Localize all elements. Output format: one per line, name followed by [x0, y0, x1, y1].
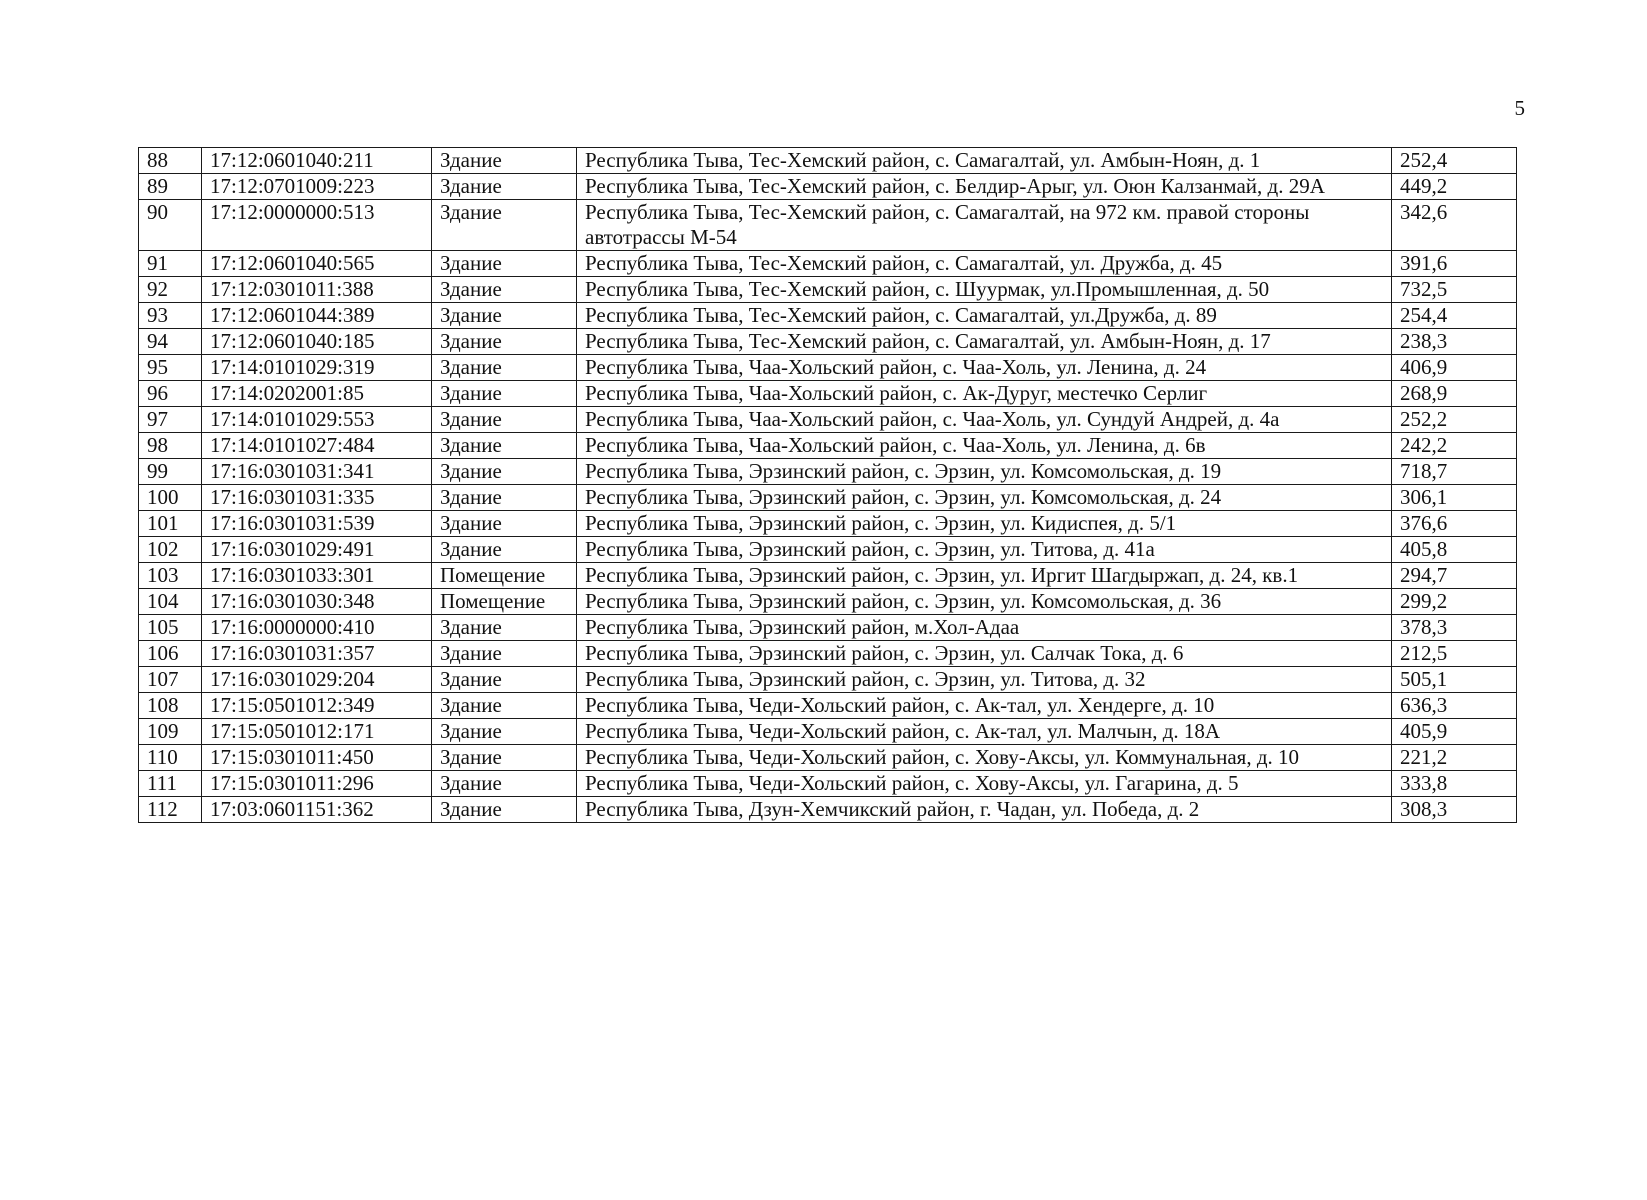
table-row [139, 615, 1517, 641]
row-number-cell: 89 [139, 174, 202, 200]
area-cell: 252,2 [1392, 407, 1517, 433]
object-type-cell: Здание [432, 355, 577, 381]
cadastral-number-cell: 17:14:0202001:85 [202, 381, 432, 407]
area-cell: 299,2 [1392, 589, 1517, 615]
row-number-cell: 93 [139, 303, 202, 329]
cadastral-number-cell: 17:15:0501012:171 [202, 719, 432, 745]
area-cell: 391,6 [1392, 251, 1517, 277]
area-cell: 294,7 [1392, 563, 1517, 589]
object-type-cell: Здание [432, 407, 577, 433]
row-number-cell: 112 [139, 797, 202, 823]
address-cell: Республика Тыва, Эрзинский район, с. Эрзин, ул. Титова, д. 41а [577, 537, 1392, 563]
row-number-cell: 90 [139, 200, 202, 251]
area-cell: 376,6 [1392, 511, 1517, 537]
row-number-cell: 109 [139, 719, 202, 745]
table-row [139, 148, 1517, 174]
area-cell: 636,3 [1392, 693, 1517, 719]
object-type-cell: Здание [432, 148, 577, 174]
cadastral-number-cell: 17:15:0301011:450 [202, 745, 432, 771]
address-cell: Республика Тыва, Тес-Хемский район, с. Самагалтай, на 972 км. правой стороны автотрассы М-54 [577, 200, 1392, 251]
object-type-cell: Здание [432, 251, 577, 277]
object-type-cell: Помещение [432, 589, 577, 615]
area-cell: 505,1 [1392, 667, 1517, 693]
cadastral-number-cell: 17:16:0301031:335 [202, 485, 432, 511]
object-type-cell: Здание [432, 615, 577, 641]
cadastral-number-cell: 17:16:0301031:539 [202, 511, 432, 537]
object-type-cell: Здание [432, 797, 577, 823]
row-number-cell: 106 [139, 641, 202, 667]
address-cell: Республика Тыва, Дзун-Хемчикский район, г. Чадан, ул. Победа, д. 2 [577, 797, 1392, 823]
address-cell: Республика Тыва, Эрзинский район, с. Эрзин, ул. Салчак Тока, д. 6 [577, 641, 1392, 667]
cadastral-number-cell: 17:16:0301029:204 [202, 667, 432, 693]
cadastral-number-cell: 17:12:0601040:185 [202, 329, 432, 355]
table-row [139, 693, 1517, 719]
row-number-cell: 105 [139, 615, 202, 641]
row-number-cell: 91 [139, 251, 202, 277]
row-number-cell: 95 [139, 355, 202, 381]
object-type-cell: Здание [432, 693, 577, 719]
address-cell: Республика Тыва, Тес-Хемский район, с. Самагалтай, ул. Дружба, д. 45 [577, 251, 1392, 277]
object-type-cell: Здание [432, 771, 577, 797]
row-number-cell: 107 [139, 667, 202, 693]
address-cell: Республика Тыва, Эрзинский район, с. Эрзин, ул. Комсомольская, д. 24 [577, 485, 1392, 511]
area-cell: 254,4 [1392, 303, 1517, 329]
object-type-cell: Здание [432, 667, 577, 693]
table-row [139, 719, 1517, 745]
table-row [139, 537, 1517, 563]
area-cell: 333,8 [1392, 771, 1517, 797]
table-row [139, 485, 1517, 511]
cadastral-number-cell: 17:12:0701009:223 [202, 174, 432, 200]
cadastral-number-cell: 17:15:0301011:296 [202, 771, 432, 797]
address-cell: Республика Тыва, Эрзинский район, с. Эрзин, ул. Титова, д. 32 [577, 667, 1392, 693]
table-row [139, 303, 1517, 329]
table-row [139, 797, 1517, 823]
object-type-cell: Здание [432, 200, 577, 251]
cadastral-number-cell: 17:03:0601151:362 [202, 797, 432, 823]
table-row [139, 433, 1517, 459]
cadastral-number-cell: 17:12:0601040:565 [202, 251, 432, 277]
row-number-cell: 92 [139, 277, 202, 303]
cadastral-number-cell: 17:14:0101029:319 [202, 355, 432, 381]
area-cell: 242,2 [1392, 433, 1517, 459]
address-cell: Республика Тыва, Чеди-Хольский район, с. Ак-тал, ул. Хендерге, д. 10 [577, 693, 1392, 719]
row-number-cell: 104 [139, 589, 202, 615]
object-type-cell: Здание [432, 174, 577, 200]
area-cell: 406,9 [1392, 355, 1517, 381]
cadastral-number-cell: 17:16:0301030:348 [202, 589, 432, 615]
address-cell: Республика Тыва, Тес-Хемский район, с. Самагалтай, ул. Амбын-Ноян, д. 17 [577, 329, 1392, 355]
area-cell: 306,1 [1392, 485, 1517, 511]
row-number-cell: 88 [139, 148, 202, 174]
address-cell: Республика Тыва, Тес-Хемский район, с. Самагалтай, ул. Амбын-Ноян, д. 1 [577, 148, 1392, 174]
property-table [138, 147, 1517, 823]
table-row [139, 589, 1517, 615]
table-row [139, 459, 1517, 485]
row-number-cell: 101 [139, 511, 202, 537]
area-cell: 221,2 [1392, 745, 1517, 771]
table-row [139, 355, 1517, 381]
area-cell: 238,3 [1392, 329, 1517, 355]
object-type-cell: Здание [432, 277, 577, 303]
area-cell: 732,5 [1392, 277, 1517, 303]
cadastral-number-cell: 17:12:0601040:211 [202, 148, 432, 174]
address-cell: Республика Тыва, Тес-Хемский район, с. Самагалтай, ул.Дружба, д. 89 [577, 303, 1392, 329]
area-cell: 212,5 [1392, 641, 1517, 667]
address-cell: Республика Тыва, Эрзинский район, с. Эрзин, ул. Кидиспея, д. 5/1 [577, 511, 1392, 537]
address-cell: Республика Тыва, Тес-Хемский район, с. Белдир-Арыг, ул. Оюн Калзанмай, д. 29А [577, 174, 1392, 200]
table-row [139, 511, 1517, 537]
page-number: 5 [1514, 96, 1525, 120]
area-cell: 718,7 [1392, 459, 1517, 485]
address-cell: Республика Тыва, Чеди-Хольский район, с. Хову-Аксы, ул. Гагарина, д. 5 [577, 771, 1392, 797]
cadastral-number-cell: 17:16:0301029:491 [202, 537, 432, 563]
area-cell: 449,2 [1392, 174, 1517, 200]
property-table-body [139, 148, 1517, 823]
cadastral-number-cell: 17:14:0101029:553 [202, 407, 432, 433]
address-cell: Республика Тыва, Чаа-Хольский район, с. Чаа-Холь, ул. Ленина, д. 6в [577, 433, 1392, 459]
table-row [139, 641, 1517, 667]
row-number-cell: 102 [139, 537, 202, 563]
cadastral-number-cell: 17:14:0101027:484 [202, 433, 432, 459]
table-row [139, 251, 1517, 277]
object-type-cell: Здание [432, 485, 577, 511]
address-cell: Республика Тыва, Эрзинский район, м.Хол-Адаа [577, 615, 1392, 641]
object-type-cell: Здание [432, 433, 577, 459]
address-cell: Республика Тыва, Тес-Хемский район, с. Шуурмак, ул.Промышленная, д. 50 [577, 277, 1392, 303]
address-cell: Республика Тыва, Эрзинский район, с. Эрзин, ул. Комсомольская, д. 36 [577, 589, 1392, 615]
row-number-cell: 108 [139, 693, 202, 719]
table-row [139, 329, 1517, 355]
row-number-cell: 100 [139, 485, 202, 511]
cadastral-number-cell: 17:16:0301033:301 [202, 563, 432, 589]
row-number-cell: 103 [139, 563, 202, 589]
object-type-cell: Здание [432, 537, 577, 563]
address-cell: Республика Тыва, Эрзинский район, с. Эрзин, ул. Иргит Шагдыржап, д. 24, кв.1 [577, 563, 1392, 589]
row-number-cell: 111 [139, 771, 202, 797]
address-cell: Республика Тыва, Чеди-Хольский район, с. Хову-Аксы, ул. Коммунальная, д. 10 [577, 745, 1392, 771]
row-number-cell: 98 [139, 433, 202, 459]
table-row [139, 667, 1517, 693]
object-type-cell: Здание [432, 329, 577, 355]
table-row [139, 174, 1517, 200]
area-cell: 405,8 [1392, 537, 1517, 563]
address-cell: Республика Тыва, Чаа-Хольский район, с. Чаа-Холь, ул. Ленина, д. 24 [577, 355, 1392, 381]
cadastral-number-cell: 17:12:0301011:388 [202, 277, 432, 303]
object-type-cell: Здание [432, 511, 577, 537]
cadastral-number-cell: 17:16:0301031:341 [202, 459, 432, 485]
table-row [139, 277, 1517, 303]
address-cell: Республика Тыва, Чаа-Хольский район, с. Чаа-Холь, ул. Сундуй Андрей, д. 4а [577, 407, 1392, 433]
row-number-cell: 97 [139, 407, 202, 433]
address-cell: Республика Тыва, Чаа-Хольский район, с. Ак-Дуруг, местечко Серлиг [577, 381, 1392, 407]
area-cell: 378,3 [1392, 615, 1517, 641]
area-cell: 252,4 [1392, 148, 1517, 174]
address-cell: Республика Тыва, Эрзинский район, с. Эрзин, ул. Комсомольская, д. 19 [577, 459, 1392, 485]
table-row [139, 745, 1517, 771]
row-number-cell: 96 [139, 381, 202, 407]
area-cell: 308,3 [1392, 797, 1517, 823]
cadastral-number-cell: 17:12:0601044:389 [202, 303, 432, 329]
area-cell: 268,9 [1392, 381, 1517, 407]
table-row [139, 381, 1517, 407]
cadastral-number-cell: 17:16:0000000:410 [202, 615, 432, 641]
object-type-cell: Здание [432, 303, 577, 329]
cadastral-number-cell: 17:16:0301031:357 [202, 641, 432, 667]
table-row [139, 407, 1517, 433]
cadastral-number-cell: 17:15:0501012:349 [202, 693, 432, 719]
row-number-cell: 99 [139, 459, 202, 485]
object-type-cell: Здание [432, 641, 577, 667]
object-type-cell: Здание [432, 719, 577, 745]
table-row [139, 771, 1517, 797]
address-cell: Республика Тыва, Чеди-Хольский район, с. Ак-тал, ул. Малчын, д. 18А [577, 719, 1392, 745]
area-cell: 405,9 [1392, 719, 1517, 745]
cadastral-number-cell: 17:12:0000000:513 [202, 200, 432, 251]
object-type-cell: Здание [432, 459, 577, 485]
row-number-cell: 110 [139, 745, 202, 771]
row-number-cell: 94 [139, 329, 202, 355]
table-row [139, 563, 1517, 589]
object-type-cell: Здание [432, 745, 577, 771]
table-row [139, 200, 1517, 251]
object-type-cell: Здание [432, 381, 577, 407]
area-cell: 342,6 [1392, 200, 1517, 251]
object-type-cell: Помещение [432, 563, 577, 589]
